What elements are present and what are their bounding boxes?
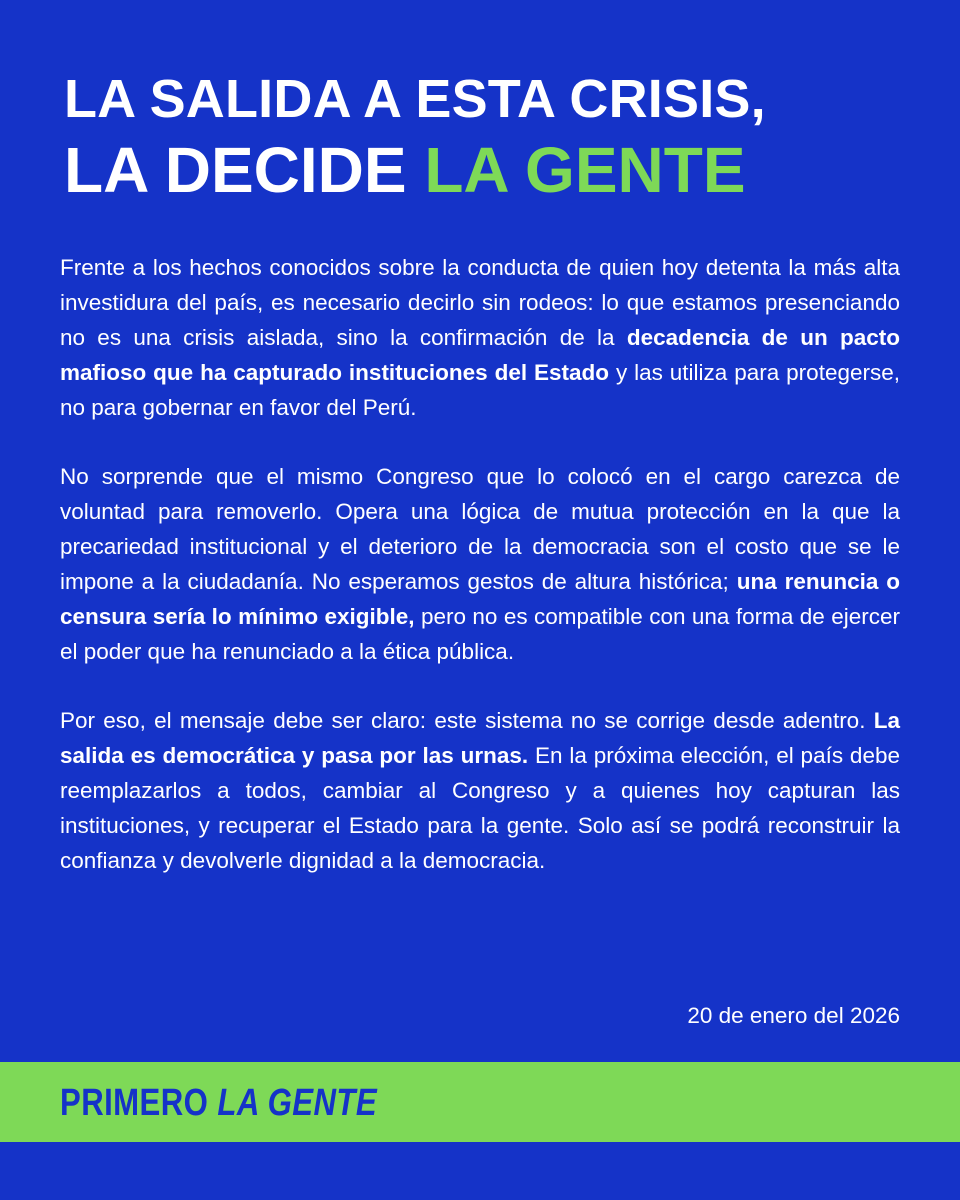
headline-line-1: LA SALIDA A ESTA CRISIS, bbox=[64, 69, 766, 129]
brand-italic: LA GENTE bbox=[217, 1082, 378, 1124]
paragraph-1-bold: decadencia de un pacto mafioso que ha capturado instituciones del Estado bbox=[60, 325, 900, 385]
statement-body bbox=[60, 250, 900, 878]
paragraph-2-text: No sorprende que el mismo Congreso que lo colocó en el cargo carezca de voluntad para removerlo. Opera una lógica de mutua protección en la que la precariedad institucional y el deterioro de la democracia son el costo que se le impone a la ciudadanía. No esperamos gestos de altura histórica; bbox=[60, 464, 900, 594]
paragraph-2-text-end: pero no es compatible con una forma de ejercer el poder que ha renunciado a la ética pública. bbox=[60, 604, 900, 664]
headline-line-2 bbox=[64, 134, 904, 206]
paragraph-1-text: Frente a los hechos conocidos sobre la conducta de quien hoy detenta la más alta investidura del país, es necesario decirlo sin rodeos: lo que estamos presenciando no es una crisis aislada, sino la confirmación de la bbox=[60, 255, 900, 350]
paragraph-3-bold: La salida es democrática y pasa por las urnas. bbox=[60, 708, 900, 768]
headline bbox=[64, 69, 904, 206]
headline-line-2-white: LA DECIDE bbox=[64, 134, 407, 206]
statement-date: 20 de enero del 2026 bbox=[687, 1003, 900, 1028]
paragraph-1 bbox=[60, 250, 900, 425]
paragraph-3-text-end: En la próxima elección, el país debe reemplazarlos a todos, cambiar al Congreso y a quienes hoy capturan las instituciones, y recuperar el Estado para la gente. Solo así se podrá reconstruir la confianza y devolverle dignidad a la democracia. bbox=[60, 743, 900, 873]
brand-regular: PRIMERO bbox=[60, 1082, 209, 1124]
paragraph-3-text: Por eso, el mensaje debe ser claro: este sistema no se corrige desde adentro. bbox=[60, 708, 874, 733]
brand-logo bbox=[60, 1082, 377, 1125]
paragraph-1-text-end: y las utiliza para protegerse, no para gobernar en favor del Perú. bbox=[60, 360, 900, 420]
paragraph-2 bbox=[60, 459, 900, 669]
paragraph-3 bbox=[60, 703, 900, 878]
headline-line-2-green: LA GENTE bbox=[424, 134, 746, 206]
paragraph-2-bold: una renuncia o censura sería lo mínimo exigible, bbox=[60, 569, 900, 629]
